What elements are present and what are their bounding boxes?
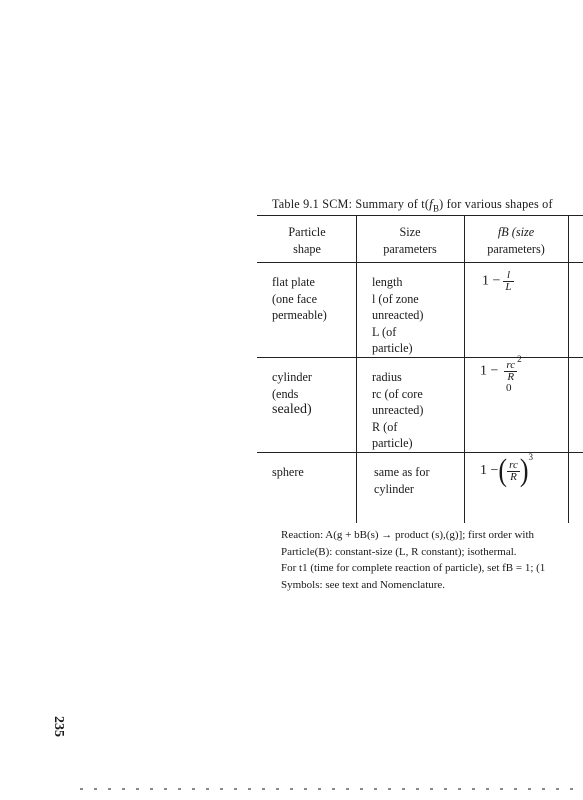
scan-artifact-dots bbox=[80, 788, 580, 790]
table-col-divider-3 bbox=[568, 215, 569, 523]
table-rule-row1 bbox=[257, 357, 583, 358]
caption-tail: for various shapes of bbox=[446, 197, 553, 211]
caption-expr: $t(f_B)$ bbox=[421, 196, 444, 214]
row1-params: length l (of zone unreacted) L (of particle) bbox=[372, 275, 424, 355]
table-col-divider-2 bbox=[464, 215, 465, 523]
header-fb: fB (size parameters) bbox=[487, 225, 545, 256]
footnote-symbols: Symbols: see text and Nomenclature. bbox=[281, 579, 446, 591]
table-rule-top bbox=[257, 215, 583, 216]
table-col-divider-1 bbox=[356, 215, 357, 523]
table-rule-row2 bbox=[257, 452, 583, 453]
row3-formula: 1 −( $\frac{rc}{R}$ )$^3$ bbox=[480, 452, 534, 488]
row3-params: same as for cylinder bbox=[374, 465, 430, 496]
header-size-parameters: Size parameters bbox=[383, 225, 437, 256]
row1-formula: 1 − $\frac{l}{L}$ bbox=[482, 269, 512, 293]
footnote-particle: Particle(B): constant-size (L, R constant); isothermal. bbox=[281, 546, 517, 558]
footnote-complete-reaction: For t1 (time for complete reaction of particle), set fB = 1; (1 bbox=[281, 562, 546, 574]
row2-shape: cylinder (ends sealed) bbox=[272, 370, 312, 417]
caption-text: SCM: Summary of bbox=[322, 197, 419, 211]
row3-shape: sphere bbox=[272, 465, 304, 479]
caption-label: Table 9.1 bbox=[272, 197, 319, 211]
page-number: 235 bbox=[51, 716, 66, 737]
row2-formula: 1 − $\frac{rc}{R}$ $^2$ 0 bbox=[480, 354, 522, 394]
header-particle-shape: Particle shape bbox=[288, 225, 326, 256]
footnote-reaction: Reaction: A(g + bB(s) → product (s),(g)]; first order with bbox=[281, 529, 535, 541]
table-caption bbox=[272, 196, 583, 213]
table-rule-header bbox=[257, 262, 583, 263]
row1-shape: flat plate (one face permeable) bbox=[272, 275, 327, 322]
row2-params: radius rc (of core unreacted) R (of particle) bbox=[372, 370, 424, 450]
